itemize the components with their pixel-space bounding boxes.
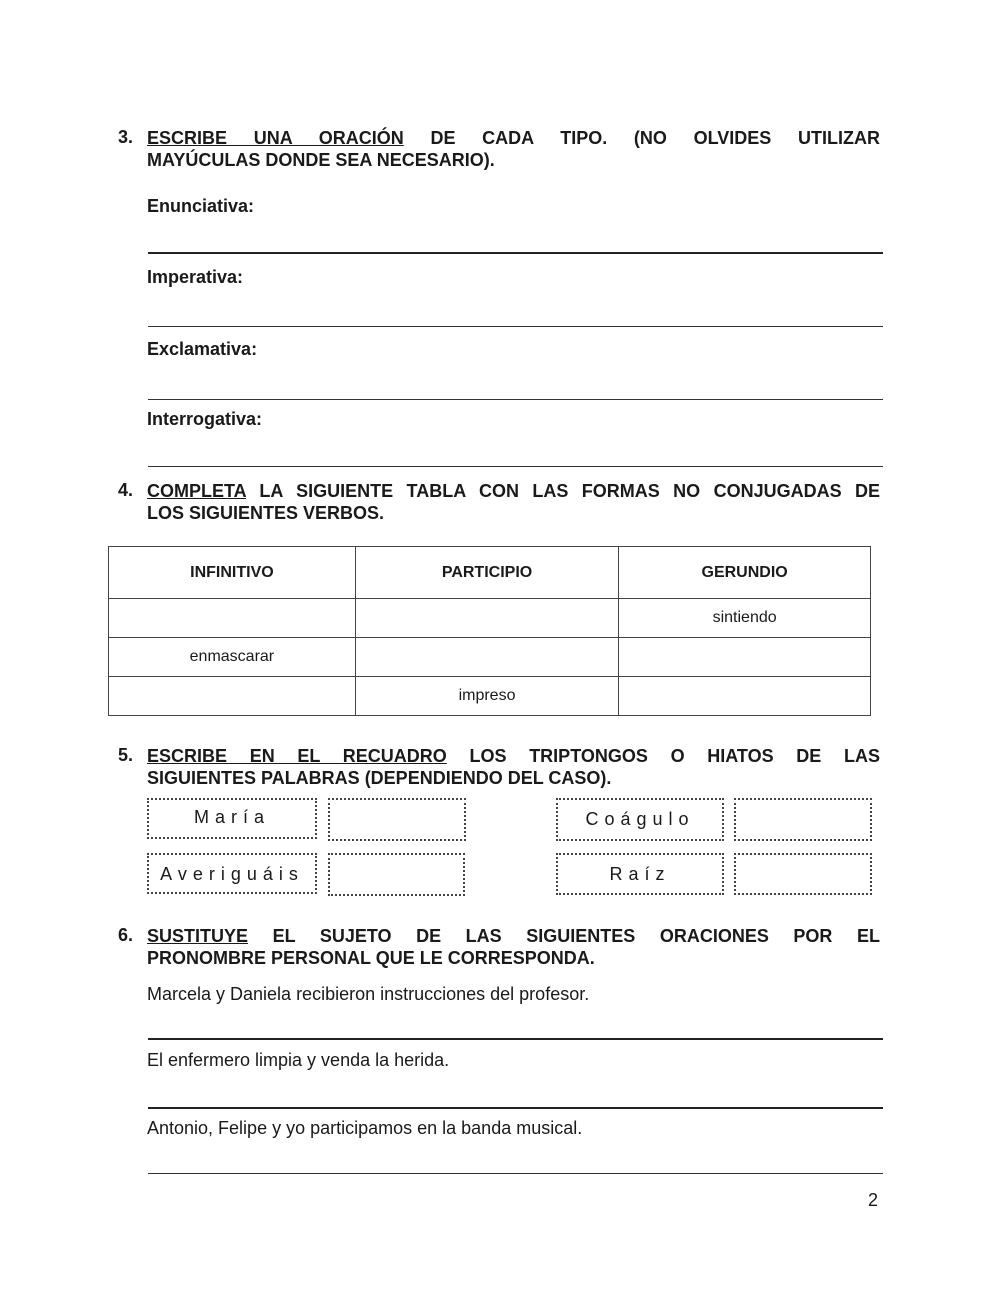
- word-box-averiguais: Averiguáis: [147, 853, 317, 894]
- q5-number: 5.: [118, 745, 134, 765]
- sentence-1: Marcela y Daniela recibieron instrucciones del profesor.: [147, 984, 590, 1004]
- answer-box-maria[interactable]: [328, 798, 466, 841]
- label-enunciativa: Enunciativa:: [147, 196, 255, 216]
- verb-forms-table: [108, 546, 871, 716]
- cell-infinitivo[interactable]: [109, 677, 356, 716]
- q6-keyword: SUSTITUYE: [147, 926, 249, 946]
- table-row: [109, 677, 871, 716]
- q4-keyword: COMPLETA: [147, 481, 246, 501]
- q4-line2: LOS SIGUIENTES VERBOS.: [147, 503, 385, 523]
- q5-line2: SIGUIENTES PALABRAS (DEPENDIENDO DEL CASO).: [147, 768, 612, 788]
- page-number: 2: [868, 1190, 879, 1210]
- cell-gerundio[interactable]: [619, 638, 871, 677]
- q3-line1-rest: DE CADA TIPO. (NO OLVIDES UTILIZAR: [403, 128, 880, 148]
- cell-participio: impreso: [355, 677, 618, 716]
- label-interrogativa: Interrogativa:: [147, 409, 263, 429]
- q3-number: 3.: [118, 127, 134, 147]
- answer-line-sentence-2[interactable]: [148, 1107, 883, 1109]
- q6-line1-rest: EL SUJETO DE LAS SIGUIENTES ORACIONES POR EL: [248, 926, 880, 946]
- answer-line-enunciativa[interactable]: [148, 252, 883, 254]
- answer-box-averiguais[interactable]: [328, 853, 465, 896]
- cell-gerundio[interactable]: [619, 677, 871, 716]
- header-participio: PARTICIPIO: [355, 547, 618, 599]
- answer-line-sentence-1[interactable]: [148, 1038, 883, 1040]
- word-box-coagulo: Coágulo: [556, 798, 724, 841]
- answer-line-sentence-3[interactable]: [148, 1173, 883, 1174]
- cell-participio[interactable]: [355, 599, 618, 638]
- sentence-3: Antonio, Felipe y yo participamos en la banda musical.: [147, 1118, 583, 1138]
- label-exclamativa: Exclamativa:: [147, 339, 258, 359]
- label-imperativa: Imperativa:: [147, 267, 244, 287]
- q4-instruction: [147, 480, 880, 524]
- word-box-maria: María: [147, 798, 317, 839]
- sentence-2: El enfermero limpia y venda la herida.: [147, 1050, 450, 1070]
- q5-line1-rest: LOS TRIPTONGOS O HIATOS DE LAS: [446, 746, 880, 766]
- word-box-raiz: Raíz: [556, 853, 724, 895]
- q4-line1-rest: LA SIGUIENTE TABLA CON LAS FORMAS NO CONJUGADAS DE: [246, 481, 880, 501]
- table-header-row: [109, 547, 871, 599]
- answer-line-interrogativa[interactable]: [148, 466, 883, 467]
- answer-box-raiz[interactable]: [734, 853, 872, 895]
- q5-keyword: ESCRIBE EN EL RECUADRO: [147, 746, 447, 766]
- cell-infinitivo[interactable]: [109, 599, 356, 638]
- q6-line2: PRONOMBRE PERSONAL QUE LE CORRESPONDA.: [147, 948, 595, 968]
- header-gerundio: GERUNDIO: [619, 547, 871, 599]
- q3-line2: MAYÚCULAS DONDE SEA NECESARIO).: [147, 150, 495, 170]
- cell-gerundio: sintiendo: [619, 599, 871, 638]
- cell-participio[interactable]: [355, 638, 618, 677]
- answer-box-coagulo[interactable]: [734, 798, 872, 841]
- answer-line-exclamativa[interactable]: [148, 399, 883, 400]
- table-row: [109, 599, 871, 638]
- q6-instruction: [147, 925, 880, 969]
- header-infinitivo: INFINITIVO: [109, 547, 356, 599]
- q6-number: 6.: [118, 925, 134, 945]
- q3-keyword: ESCRIBE UNA ORACIÓN: [147, 128, 404, 148]
- q4-number: 4.: [118, 480, 134, 500]
- cell-infinitivo: enmascarar: [109, 638, 356, 677]
- table-row: [109, 638, 871, 677]
- q5-instruction: [147, 745, 880, 789]
- answer-line-imperativa[interactable]: [148, 326, 883, 327]
- q3-instruction: [147, 127, 880, 171]
